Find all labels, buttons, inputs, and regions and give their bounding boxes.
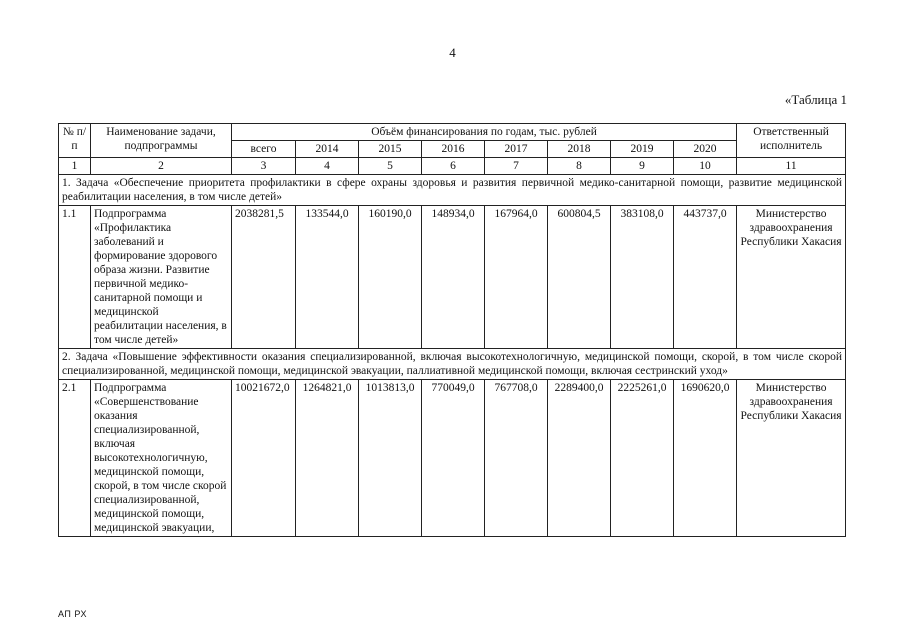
header-year: 2014 — [296, 141, 359, 158]
total-value: 2038281,5 — [232, 206, 296, 349]
index-cell: 1 — [59, 158, 91, 175]
header-total: всего — [232, 141, 296, 158]
year-value: 770049,0 — [422, 380, 485, 537]
year-value: 383108,0 — [611, 206, 674, 349]
task-2-text: 2. Задача «Повышение эффективности оказания специализированной, включая высокотехнологичную, медицинской помощи, скорой, в том числе скорой специализированной, медицинской помощи, медицинской эвакуации, паллиативной медицинской помощи, включая сестринский уход» — [59, 349, 846, 380]
header-year: 2015 — [359, 141, 422, 158]
index-cell: 9 — [611, 158, 674, 175]
year-value: 1690620,0 — [674, 380, 737, 537]
index-cell: 6 — [422, 158, 485, 175]
header-funding: Объём финансирования по годам, тыс. рублей — [232, 124, 737, 141]
row-number: 2.1 — [59, 380, 91, 537]
header-year: 2019 — [611, 141, 674, 158]
index-cell: 11 — [737, 158, 846, 175]
table-caption: «Таблица 1 — [784, 92, 847, 107]
year-value: 167964,0 — [485, 206, 548, 349]
index-cell: 2 — [91, 158, 232, 175]
index-cell: 4 — [296, 158, 359, 175]
header-responsible: Ответственный исполнитель — [737, 124, 846, 158]
header-name: Наименование задачи, подпрограммы — [91, 124, 232, 158]
funding-table — [58, 123, 846, 537]
subprogram-name: Подпрограмма «Совершенствование оказания специализированной, включая высокотехнологичную, медицинской помощи, скорой, в том числе скорой специализированной, медицинской помощи, медицинской эвакуации, — [91, 380, 232, 537]
year-value: 767708,0 — [485, 380, 548, 537]
subprogram-row — [59, 206, 846, 349]
index-cell: 3 — [232, 158, 296, 175]
footer-mark: АП РХ — [58, 609, 87, 619]
task-1-text: 1. Задача «Обеспечение приоритета профилактики в сфере охраны здоровья и развития первичной медико-санитарной помощи, развитие медицинской реабилитации населения, в том числе детей» — [59, 175, 846, 206]
responsible-executor: Министерство здравоохранения Республики Хакасия — [737, 380, 846, 537]
year-value: 160190,0 — [359, 206, 422, 349]
header-year: 2017 — [485, 141, 548, 158]
subprogram-row — [59, 380, 846, 537]
page-number: 4 — [449, 45, 456, 60]
year-value: 600804,5 — [548, 206, 611, 349]
year-value: 1264821,0 — [296, 380, 359, 537]
index-cell: 8 — [548, 158, 611, 175]
header-no: № п/п — [59, 124, 91, 158]
header-year: 2018 — [548, 141, 611, 158]
year-value: 443737,0 — [674, 206, 737, 349]
year-value: 2289400,0 — [548, 380, 611, 537]
index-cell: 5 — [359, 158, 422, 175]
year-value: 1013813,0 — [359, 380, 422, 537]
index-cell: 7 — [485, 158, 548, 175]
header-row — [59, 124, 846, 141]
subprogram-name: Подпрограмма «Профилактика заболеваний и формирование здорового образа жизни. Развитие первичной медико-санитарной помощи и медицинской реабилитации населения, в том числе детей» — [91, 206, 232, 349]
year-value: 2225261,0 — [611, 380, 674, 537]
index-cell: 10 — [674, 158, 737, 175]
task-row — [59, 175, 846, 206]
task-row — [59, 349, 846, 380]
header-year: 2016 — [422, 141, 485, 158]
year-value: 148934,0 — [422, 206, 485, 349]
responsible-executor: Министерство здравоохранения Республики Хакасия — [737, 206, 846, 349]
total-value: 10021672,0 — [232, 380, 296, 537]
index-row — [59, 158, 846, 175]
year-value: 133544,0 — [296, 206, 359, 349]
row-number: 1.1 — [59, 206, 91, 349]
header-year: 2020 — [674, 141, 737, 158]
